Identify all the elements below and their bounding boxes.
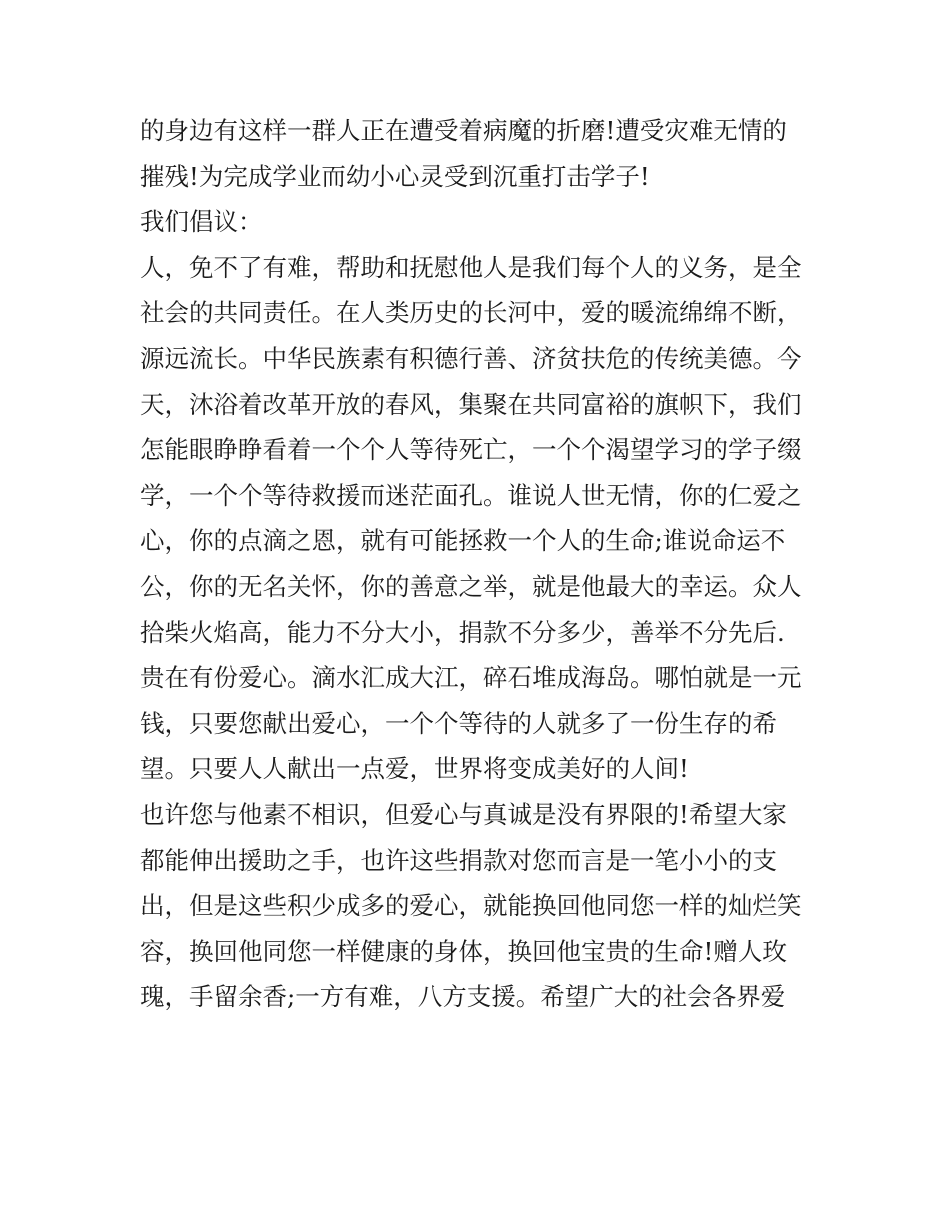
text-line-17: 都能伸出援助之手，也许这些捐款对您而言是一笔小小的支 xyxy=(140,845,777,875)
text-line-12: 拾柴火焰高，能力不分大小，捐款不分多少，善举不分先后. xyxy=(140,617,785,647)
text-line-10: 心，你的点滴之恩，就有可能拯救一个人的生命;谁说命运不 xyxy=(140,526,786,556)
text-line-2: 摧残!为完成学业而幼小心灵受到沉重打击学子! xyxy=(140,161,650,191)
text-line-11: 公，你的无名关怀，你的善意之举，就是他最大的幸运。众人 xyxy=(140,571,802,601)
text-line-14: 钱，只要您献出爱心，一个个等待的人就多了一份生存的希 xyxy=(140,708,777,738)
text-line-13: 贵在有份爱心。滴水汇成大江，碎石堆成海岛。哪怕就是一元 xyxy=(140,663,802,693)
text-line-7: 天，沐浴着改革开放的春风，集聚在共同富裕的旗帜下，我们 xyxy=(140,389,802,419)
text-line-4: 人，免不了有难，帮助和抚慰他人是我们每个人的义务，是全 xyxy=(140,252,802,282)
text-line-9: 学，一个个等待救援而迷茫面孔。谁说人世无情，你的仁爱之 xyxy=(140,480,802,510)
document-body xyxy=(140,108,830,1020)
section-heading: 我们倡议： xyxy=(140,207,263,237)
text-line-16: 也许您与他素不相识，但爱心与真诚是没有界限的!希望大家 xyxy=(140,799,787,829)
text-line-8: 怎能眼睁睁看着一个个人等待死亡，一个个渴望学习的学子缀 xyxy=(140,435,802,465)
text-line-1: 的身边有这样一群人正在遭受着病魔的折磨!遭受灾难无情的 xyxy=(140,116,787,145)
text-line-6: 源远流长。中华民族素有积德行善、济贫扶危的传统美德。今 xyxy=(140,343,802,373)
text-line-19: 容，换回他同您一样健康的身体，换回他宝贵的生命!赠人玫 xyxy=(140,936,787,966)
text-line-18: 出，但是这些积少成多的爱心，就能换回他同您一样的灿烂笑 xyxy=(140,891,802,921)
text-line-20: 瑰，手留余香;一方有难，八方支援。希望广大的社会各界爱 xyxy=(140,982,786,1012)
text-line-5: 社会的共同责任。在人类历史的长河中，爱的暖流绵绵不断， xyxy=(140,298,802,328)
text-line-15: 望。只要人人献出一点爱，世界将变成美好的人间! xyxy=(140,754,689,784)
